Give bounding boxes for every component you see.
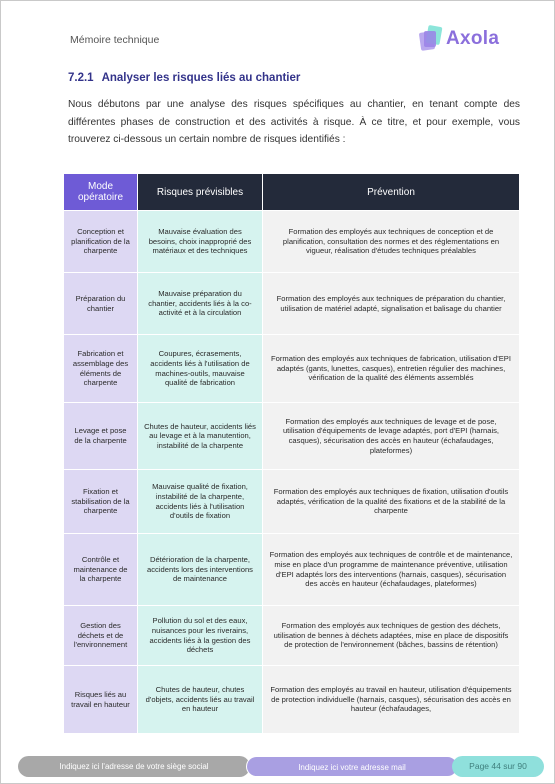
cell-risks: Mauvaise évaluation des besoins, choix inapproprié des matériaux et des techniques [138,211,263,273]
header-risks: Risques prévisibles [138,174,263,211]
cell-mode: Fabrication et assemblage des éléments de charpente [64,335,138,403]
cell-prevention: Formation des employés aux techniques de fixation, utilisation d'outils adaptés, vérification de la qualité des fixations et de la stabilité de la charpente [263,470,520,534]
cell-mode: Contrôle et maintenance de la charpente [64,534,138,606]
cell-prevention: Formation des employés aux techniques de fabrication, utilisation d'EPI adaptés (gants, lunettes, casques), entretien régulier des machines, vérification de la qualité des éléments assemblés [263,335,520,403]
table-row [64,534,520,606]
intro-paragraph: Nous débutons par une analyse des risques spécifiques au chantier, en tenant compte des différentes phases de construction et des activités à risque. À ce titre, et pour exemple, vous trouverez ci-dessous un certain nombre de risques identifiés : [68,99,520,145]
table-row [64,606,520,666]
cell-risks: Coupures, écrasements, accidents liés à l'utilisation de machines-outils, mauvaise qualité de fabrication [138,335,263,403]
cell-prevention: Formation des employés au travail en hauteur, utilisation d'équipements de protection individuelle (harnais, casques), sécurisation des accès en hauteur (échafaudages, [263,666,520,734]
cell-risks: Chutes de hauteur, chutes d'objets, accidents liés au travail en hauteur [138,666,263,734]
cell-mode: Préparation du chantier [64,273,138,335]
cell-prevention: Formation des employés aux techniques de levage et de pose, utilisation d'équipements de levage adaptés, port d'EPI (harnais, casques), sécurisation des accès en hauteur (échafaudages, plateformes) [263,403,520,470]
cell-mode: Fixation et stabilisation de la charpente [64,470,138,534]
cell-prevention: Formation des employés aux techniques de préparation du chantier, utilisation de matériel adapté, signalisation et balisage du chantier [263,273,520,335]
logo-mark-icon [418,23,448,53]
company-logo [418,23,518,55]
header-prevention: Prévention [263,174,520,211]
section-number: 7.2.1 [68,72,94,84]
cell-mode: Gestion des déchets et de l'environnement [64,606,138,666]
cell-risks: Détérioration de la charpente, accidents lors des interventions de maintenance [138,534,263,606]
section-heading [68,72,300,84]
cell-risks: Chutes de hauteur, accidents liés au levage et à la manutention, instabilité de la charpente [138,403,263,470]
header-label: Mémoire technique [70,34,160,46]
section-title: Analyser les risques liés au chantier [101,72,301,84]
table-header-row [64,174,520,211]
cell-risks: Pollution du sol et des eaux, nuisances pour les riverains, accidents liés à la gestion des déchets [138,606,263,666]
cell-prevention: Formation des employés aux techniques de contrôle et de maintenance, mise en place d'un programme de maintenance préventive, utilisation d'EPI adaptés lors des interventions (harnais, casques), sécurisation des accès en hauteur (échafaudages, plateformes) [263,534,520,606]
logo-wordmark: Axola [446,28,500,49]
cell-risks: Mauvaise qualité de fixation, instabilité de la charpente, accidents liés à l'utilisation d'outils de fixation [138,470,263,534]
cell-mode: Levage et pose de la charpente [64,403,138,470]
table-row [64,335,520,403]
cell-mode: Conception et planification de la charpente [64,211,138,273]
cell-prevention: Formation des employés aux techniques de conception et de planification, consultation des normes et des réglementations en vigueur, réalisation d'études techniques préalables [263,211,520,273]
table-row [64,666,520,734]
risk-table [63,173,520,734]
table-row [64,211,520,273]
table-row [64,470,520,534]
cell-risks: Mauvaise préparation du chantier, accidents liés à la co-activité et à la circulation [138,273,263,335]
footer-address: Indiquez ici l'adresse de votre siège social [18,756,250,777]
table-row [64,403,520,470]
cell-mode: Risques liés au travail en hauteur [64,666,138,734]
table-row [64,273,520,335]
footer-page-number: Page 44 sur 90 [452,756,544,777]
page-footer [18,756,540,778]
header-mode: Mode opératoire [64,174,138,211]
footer-email: Indiquez ici votre adresse mail [246,756,458,777]
cell-prevention: Formation des employés aux techniques de gestion des déchets, utilisation de bennes à déchets adaptées, mise en place de dispositifs de protection de l'environnement (bâches, bassins de rétention) [263,606,520,666]
